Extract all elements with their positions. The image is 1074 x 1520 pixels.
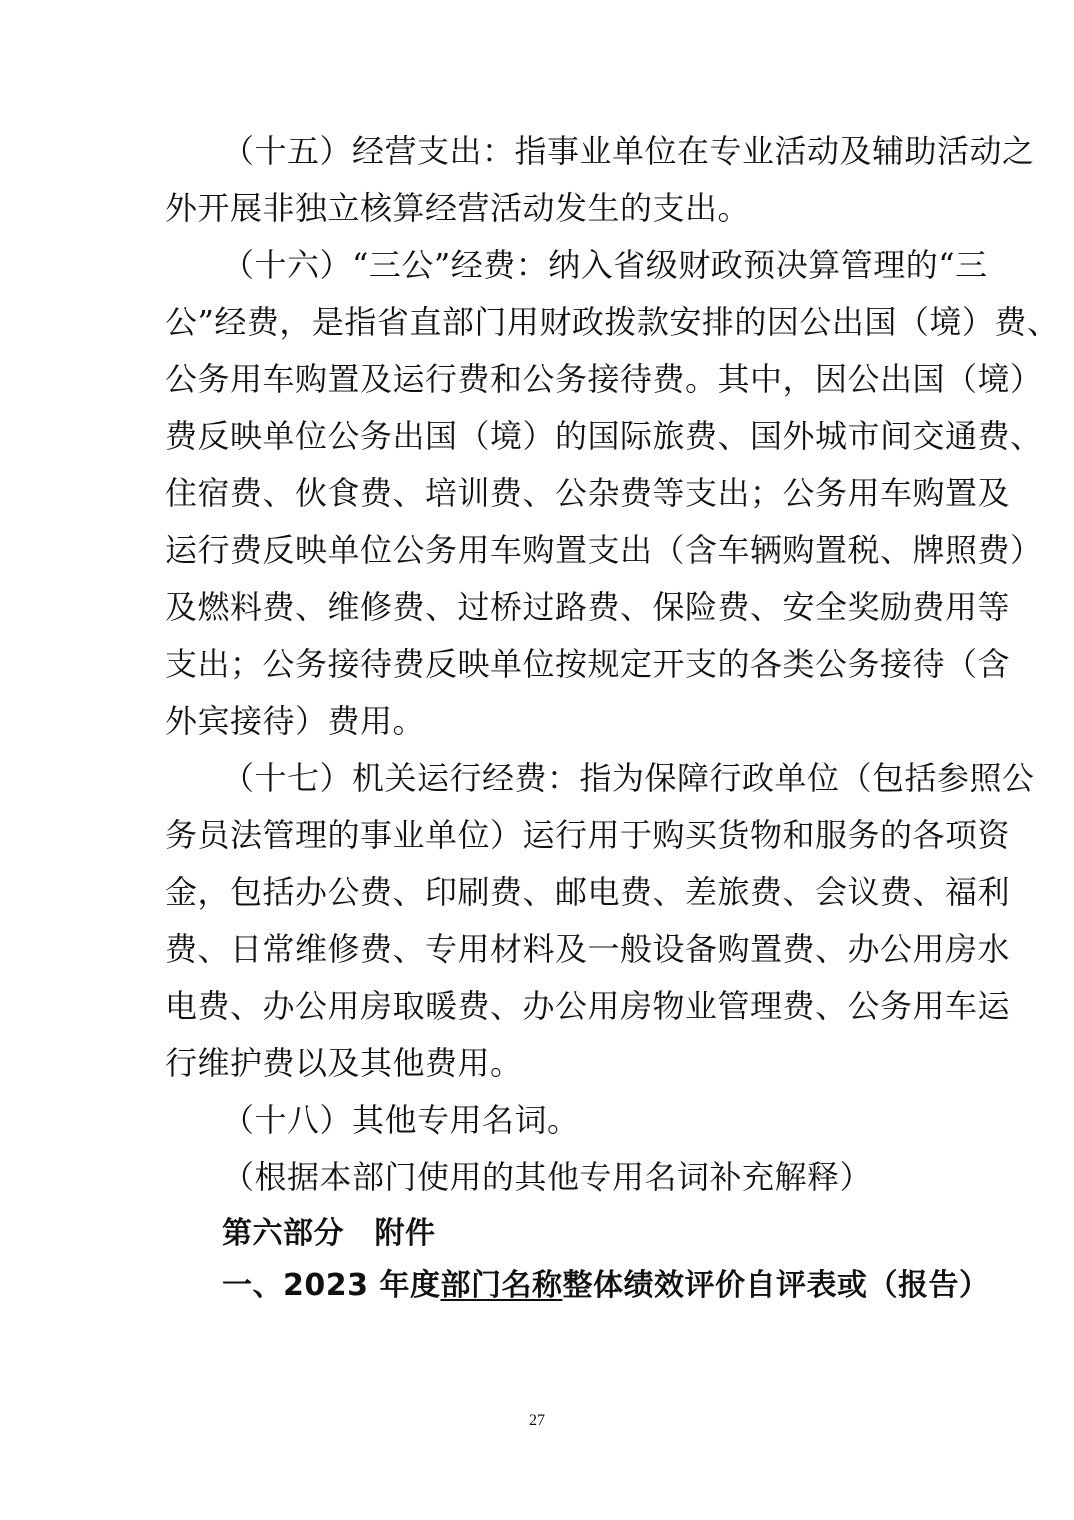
p17-line-3: 金，包括办公费、印刷费、邮电费、差旅费、会议费、福利 <box>165 873 1011 911</box>
p15-line-2: 外开展非独立核算经营活动发生的支出。 <box>165 189 751 227</box>
p16-line-4: 费反映单位公务出国（境）的国际旅费、国外城市间交通费、 <box>165 417 1043 455</box>
p16-line-5: 住宿费、伙食费、培训费、公杂费等支出；公务用车购置及 <box>165 474 1011 512</box>
p16-line-9: 外宾接待）费用。 <box>165 702 426 740</box>
section-title: 第六部分 附件 <box>222 1216 436 1251</box>
p16-line-6: 运行费反映单位公务用车购置支出（含车辆购置税、牌照费） <box>165 531 1043 569</box>
attachment-item-1 <box>222 1266 989 1306</box>
p16-line-2: 公”经费，是指省直部门用财政拨款安排的因公出国（境）费、 <box>165 303 1060 341</box>
p17-line-6: 行维护费以及其他费用。 <box>165 1044 523 1082</box>
attachment-item-prefix: 一、2023 年度 <box>222 1268 441 1303</box>
p16-line-1: （十六）“三公”经费：纳入省级财政预决算管理的“三 <box>222 246 988 284</box>
p16-line-3: 公务用车购置及运行费和公务接待费。其中，因公出国（境） <box>165 360 1043 398</box>
attachment-item-suffix: 整体绩效评价自评表或（报告） <box>562 1268 990 1303</box>
page-number: 27 <box>529 1412 545 1429</box>
p18-line-1: （十八）其他专用名词。 <box>222 1101 580 1139</box>
p16-line-7: 及燃料费、维修费、过桥过路费、保险费、安全奖励费用等 <box>165 588 1011 626</box>
p17-line-1: （十七）机关运行经费：指为保障行政单位（包括参照公 <box>222 759 1035 797</box>
p17-line-5: 电费、办公用房取暖费、办公用房物业管理费、公务用车运 <box>165 987 1011 1025</box>
p16-line-8: 支出；公务接待费反映单位按规定开支的各类公务接待（含 <box>165 645 1011 683</box>
p15-line-1: （十五）经营支出：指事业单位在专业活动及辅助活动之 <box>222 132 1035 170</box>
p18-note: （根据本部门使用的其他专用名词补充解释） <box>222 1158 873 1196</box>
p17-line-2: 务员法管理的事业单位）运行用于购买货物和服务的各项资 <box>165 816 1011 854</box>
attachment-item-department-name: 部门名称 <box>440 1268 563 1303</box>
p17-line-4: 费、日常维修费、专用材料及一般设备购置费、办公用房水 <box>165 930 1011 968</box>
